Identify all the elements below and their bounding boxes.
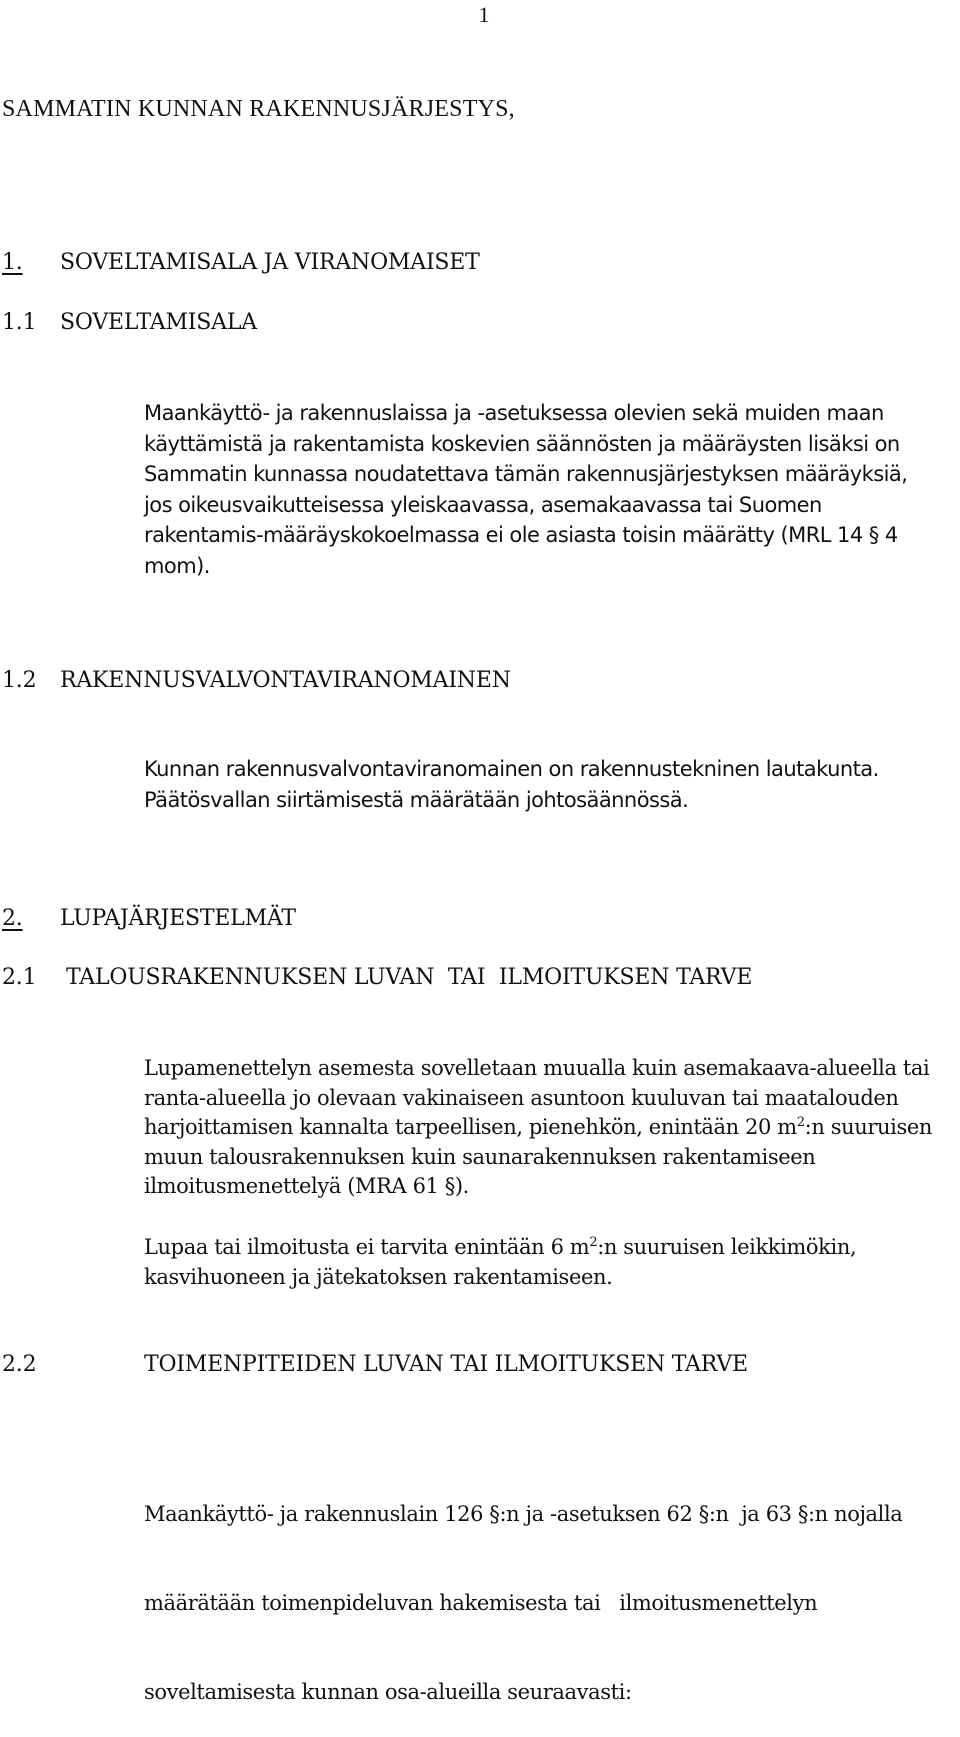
section-1-2-number: 1.2 — [2, 668, 37, 693]
paragraph-line: rakentamis-määräyskokoelmassa ei ole asiasta toisin määrätty (MRL 14 § 4 — [144, 523, 898, 548]
paragraph-line: Lupamenettelyn asemesta sovelletaan muualla kuin asemakaava-alueella tai — [144, 1056, 930, 1080]
paragraph-line: ilmoitusmenettelyä (MRA 61 §). — [144, 1174, 469, 1199]
paragraph-line: soveltamisesta kunnan osa-alueilla seuraavasti: — [144, 1679, 632, 1704]
section-1-2-paragraph — [144, 754, 879, 815]
paragraph-line: Maankäyttö- ja rakennuslain 126 §:n ja -asetuksen 62 §:n ja 63 §:n nojalla — [144, 1502, 903, 1527]
paragraph-line — [144, 1233, 856, 1263]
section-1-1-heading — [2, 310, 257, 335]
section-2-2-heading — [2, 1352, 748, 1377]
section-2-number: 2. — [2, 906, 23, 931]
paragraph-line: jos oikeusvaikutteisessa yleiskaavassa, asemakaavassa tai Suomen — [144, 492, 822, 517]
document-title: SAMMATIN KUNNAN RAKENNUSJÄRJESTYS, — [2, 96, 515, 122]
paragraph-line: ranta-alueella jo olevaan vakinaiseen asuntoon kuuluvan tai maatalouden — [144, 1085, 899, 1110]
section-2-heading — [2, 906, 296, 931]
section-1-2-title: RAKENNUSVALVONTAVIRANOMAINEN — [60, 668, 511, 693]
superscript: 2 — [589, 1235, 598, 1250]
section-2-1-title: TALOUSRAKENNUKSEN LUVAN TAI ILMOITUKSEN TARVE — [66, 965, 753, 990]
paragraph-line: Sammatin kunnassa noudatettava tämän rakennusjärjestyksen määräyksiä, — [144, 462, 908, 487]
section-1-1-title: SOVELTAMISALA — [60, 310, 257, 335]
paragraph-line: määrätään toimenpideluvan hakemisesta tai ilmoitusmenettelyn — [144, 1590, 818, 1615]
section-2-2-paragraph — [144, 1441, 902, 1737]
paragraph-line: mom). — [144, 553, 210, 578]
section-1-number: 1. — [2, 250, 23, 275]
paragraph-line-text: :n suuruisen — [804, 1115, 932, 1140]
paragraph-line: Maankäyttö- ja rakennuslaissa ja -asetuksessa olevien sekä muiden maan — [144, 401, 884, 425]
section-2-title: LUPAJÄRJESTELMÄT — [60, 906, 296, 931]
paragraph-line — [144, 1113, 932, 1143]
paragraph-line-text: Lupaa tai ilmoitusta ei tarvita enintään 6 m — [144, 1235, 590, 1259]
section-2-1-paragraph-2 — [144, 1233, 856, 1292]
section-2-2-title: TOIMENPITEIDEN LUVAN TAI ILMOITUKSEN TARVE — [144, 1352, 748, 1377]
section-1-1-paragraph — [144, 398, 907, 582]
section-1-heading — [2, 250, 480, 275]
section-2-1-number: 2.1 — [2, 965, 37, 990]
paragraph-line-text: :n suuruisen leikkimökin, — [597, 1235, 857, 1259]
paragraph-line: kasvihuoneen ja jätekatoksen rakentamiseen. — [144, 1264, 613, 1289]
paragraph-line-text: harjoittamisen kannalta tarpeellisen, pienehkön, enintään 20 m — [144, 1115, 797, 1140]
page-number: 1 — [478, 2, 490, 27]
paragraph-line: muun talousrakennuksen kuin saunarakennuksen rakentamiseen — [144, 1144, 816, 1169]
paragraph-line: käyttämistä ja rakentamista koskevien säännösten ja määräysten lisäksi on — [144, 431, 900, 456]
section-2-1-paragraph-1 — [144, 1054, 932, 1202]
section-1-2-heading — [2, 668, 511, 693]
section-2-2-number: 2.2 — [2, 1352, 37, 1377]
section-1-title: SOVELTAMISALA JA VIRANOMAISET — [60, 250, 480, 275]
paragraph-line: Päätösvallan siirtämisestä määrätään johtosäännössä. — [144, 787, 689, 812]
section-1-1-number: 1.1 — [2, 310, 37, 335]
superscript: 2 — [796, 1115, 805, 1131]
paragraph-line: Kunnan rakennusvalvontaviranomainen on rakennustekninen lautakunta. — [144, 757, 879, 781]
section-2-1-heading — [2, 965, 753, 990]
